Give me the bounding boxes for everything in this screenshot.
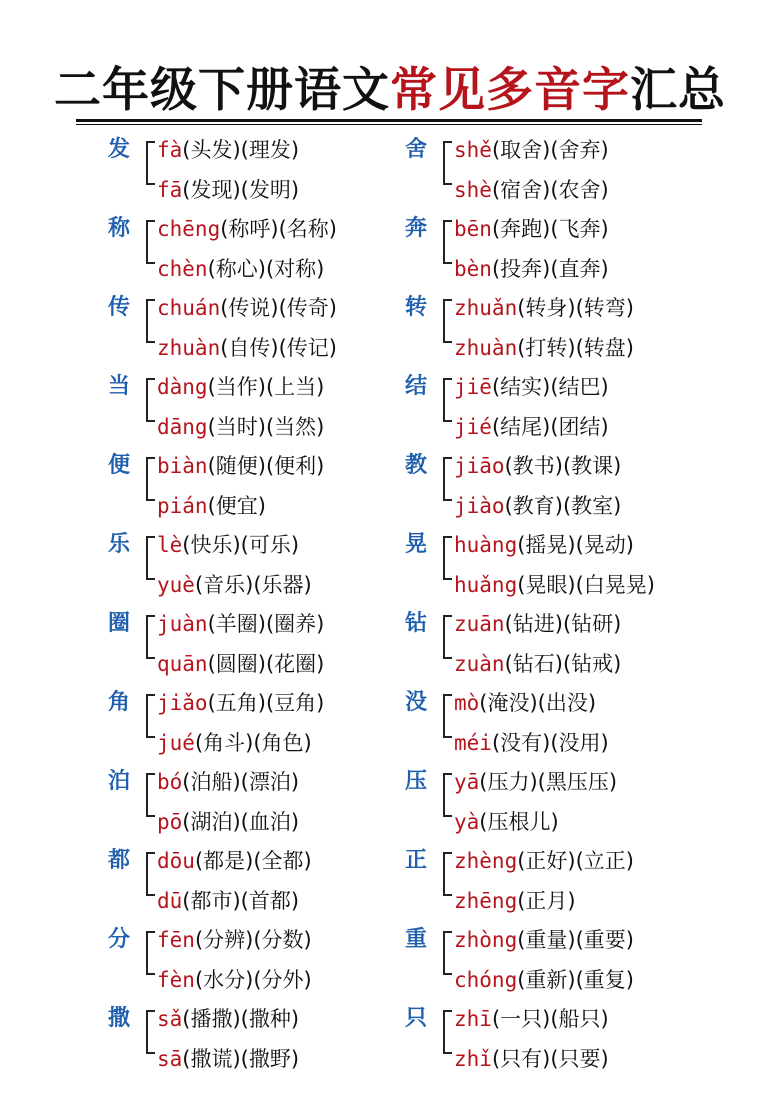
pinyin: chèn — [157, 257, 208, 281]
title-underline-thin — [76, 124, 702, 125]
polyphone-character: 便 — [108, 453, 131, 478]
pinyin: jiāo — [454, 454, 505, 478]
pinyin: mò — [454, 691, 480, 715]
polyphone-entry — [405, 762, 745, 841]
example-words: (快乐)(可乐) — [182, 533, 300, 557]
bracket-glyph — [443, 694, 452, 738]
reading-line — [454, 604, 621, 644]
example-words: (淹没)(出没) — [479, 691, 597, 715]
reading-line — [157, 604, 324, 644]
polyphone-character: 舍 — [405, 137, 428, 162]
example-words: (结实)(结巴) — [491, 375, 609, 399]
example-words: (钻石)(钻戒) — [504, 652, 622, 676]
left-column — [108, 130, 448, 1078]
pinyin: zhī — [454, 1007, 492, 1031]
pinyin: jiē — [454, 375, 492, 399]
polyphone-character: 当 — [108, 374, 131, 399]
polyphone-character: 只 — [405, 1006, 428, 1031]
reading-line — [454, 644, 621, 684]
bracket-glyph — [146, 852, 155, 896]
pinyin: sā — [157, 1047, 183, 1071]
polyphone-entry — [405, 209, 745, 288]
pinyin: zuān — [454, 612, 505, 636]
example-words: (传说)(传奇) — [220, 296, 337, 320]
pinyin: chēng — [157, 217, 221, 241]
reading-line — [157, 723, 312, 763]
reading-line — [454, 565, 655, 605]
pinyin: yuè — [157, 573, 195, 597]
example-words: (都是)(全都) — [194, 849, 312, 873]
reading-line — [454, 920, 634, 960]
pinyin: dōu — [157, 849, 195, 873]
polyphone-character: 结 — [405, 374, 428, 399]
polyphone-entry — [405, 525, 745, 604]
pinyin: sǎ — [157, 1007, 183, 1031]
bracket-glyph — [146, 694, 155, 738]
example-words: (泊船)(漂泊) — [182, 770, 300, 794]
pinyin: shě — [454, 138, 492, 162]
polyphone-entry — [108, 920, 448, 999]
reading-line — [454, 525, 634, 565]
example-words: (摇晃)(晃动) — [517, 533, 634, 557]
pinyin: fēn — [157, 928, 195, 952]
example-words: (发现)(发明) — [182, 178, 300, 202]
example-words: (教书)(教课) — [504, 454, 622, 478]
example-words: (投奔)(直奔) — [491, 257, 609, 281]
polyphone-character: 转 — [405, 295, 428, 320]
reading-line — [157, 683, 324, 723]
polyphone-entry — [108, 446, 448, 525]
reading-line — [157, 762, 299, 802]
title-underline — [76, 119, 702, 122]
pinyin: fā — [157, 178, 183, 202]
polyphone-entry — [405, 683, 745, 762]
bracket-glyph — [443, 773, 452, 817]
polyphone-character: 称 — [108, 216, 131, 241]
polyphone-character: 乐 — [108, 532, 131, 557]
polyphone-entry — [405, 841, 745, 920]
reading-line — [157, 209, 337, 249]
reading-line — [157, 486, 266, 526]
bracket-glyph — [443, 299, 452, 343]
reading-line — [157, 881, 299, 921]
pinyin: zhuǎn — [454, 296, 518, 320]
pinyin: jié — [454, 415, 492, 439]
pinyin: bēn — [454, 217, 492, 241]
reading-line — [157, 960, 312, 1000]
reading-line — [157, 249, 324, 289]
pinyin: pián — [157, 494, 208, 518]
pinyin: zhòng — [454, 928, 518, 952]
reading-line — [454, 762, 617, 802]
reading-line — [157, 446, 324, 486]
bracket-glyph — [146, 1010, 155, 1054]
reading-line — [157, 841, 312, 881]
pinyin: zhuàn — [454, 336, 518, 360]
reading-line — [157, 1039, 299, 1079]
title-part2: 汇总 — [630, 63, 726, 118]
example-words: (称心)(对称) — [207, 257, 325, 281]
pinyin: yà — [454, 810, 480, 834]
pinyin: chuán — [157, 296, 221, 320]
pinyin: bèn — [454, 257, 492, 281]
polyphone-character: 撒 — [108, 1006, 131, 1031]
page-title — [0, 62, 780, 120]
bracket-glyph — [443, 220, 452, 264]
polyphone-entry — [405, 288, 745, 367]
example-words: (钻进)(钻研) — [504, 612, 622, 636]
example-words: (当作)(上当) — [207, 375, 325, 399]
pinyin: dāng — [157, 415, 208, 439]
polyphone-character: 晃 — [405, 532, 428, 557]
reading-line — [454, 209, 609, 249]
bracket-glyph — [146, 536, 155, 580]
polyphone-character: 正 — [405, 848, 428, 873]
pinyin: méi — [454, 731, 492, 755]
example-words: (取舍)(舍弃) — [491, 138, 609, 162]
polyphone-character: 没 — [405, 690, 428, 715]
example-words: (当时)(当然) — [207, 415, 325, 439]
reading-line — [157, 328, 337, 368]
right-column — [405, 130, 745, 1078]
bracket-glyph — [146, 378, 155, 422]
example-words: (随便)(便利) — [207, 454, 325, 478]
reading-line — [454, 249, 609, 289]
example-words: (正月) — [517, 889, 576, 913]
pinyin: pō — [157, 810, 183, 834]
reading-line — [454, 881, 576, 921]
reading-line — [454, 1039, 609, 1079]
reading-line — [157, 130, 299, 170]
example-words: (五角)(豆角) — [207, 691, 325, 715]
reading-line — [157, 367, 324, 407]
bracket-glyph — [443, 141, 452, 185]
pinyin: huàng — [454, 533, 518, 557]
example-words: (重新)(重复) — [517, 968, 634, 992]
title-part1: 二年级下册语文 — [54, 63, 390, 118]
reading-line — [454, 367, 609, 407]
example-words: (都市)(首都) — [182, 889, 300, 913]
pinyin: zuàn — [454, 652, 505, 676]
polyphone-entry — [108, 367, 448, 446]
example-words: (圆圈)(花圈) — [207, 652, 325, 676]
polyphone-entry — [108, 288, 448, 367]
bracket-glyph — [146, 615, 155, 659]
example-words: (压力)(黑压压) — [479, 770, 618, 794]
reading-line — [157, 288, 337, 328]
reading-line — [157, 170, 299, 210]
polyphone-character: 圈 — [108, 611, 131, 636]
polyphone-entry — [108, 525, 448, 604]
example-words: (便宜) — [207, 494, 266, 518]
pinyin: fèn — [157, 968, 195, 992]
reading-line — [454, 723, 609, 763]
example-words: (奔跑)(飞奔) — [491, 217, 609, 241]
pinyin: jiào — [454, 494, 505, 518]
example-words: (教育)(教室) — [504, 494, 622, 518]
polyphone-character: 压 — [405, 769, 428, 794]
reading-line — [454, 407, 609, 447]
polyphone-entry — [108, 604, 448, 683]
title-highlight: 常见多音字 — [390, 63, 630, 118]
reading-line — [454, 960, 634, 1000]
reading-line — [454, 683, 596, 723]
example-words: (播撒)(撒种) — [182, 1007, 300, 1031]
reading-line — [157, 525, 299, 565]
bracket-glyph — [443, 615, 452, 659]
example-words: (角斗)(角色) — [194, 731, 312, 755]
example-words: (头发)(理发) — [182, 138, 300, 162]
polyphone-entry — [108, 762, 448, 841]
polyphone-entry — [405, 367, 745, 446]
polyphone-character: 重 — [405, 927, 428, 952]
pinyin: zhèng — [454, 849, 518, 873]
pinyin: quān — [157, 652, 208, 676]
bracket-glyph — [443, 931, 452, 975]
polyphone-entry — [405, 999, 745, 1078]
reading-line — [454, 170, 609, 210]
polyphone-character: 分 — [108, 927, 131, 952]
bracket-glyph — [146, 299, 155, 343]
example-words: (分辨)(分数) — [194, 928, 312, 952]
polyphone-entry — [405, 130, 745, 209]
reading-line — [157, 999, 299, 1039]
polyphone-entry — [405, 446, 745, 525]
pinyin: zhēng — [454, 889, 518, 913]
polyphone-character: 泊 — [108, 769, 131, 794]
reading-line — [157, 407, 324, 447]
reading-line — [157, 920, 312, 960]
pinyin: huǎng — [454, 573, 518, 597]
polyphone-character: 奔 — [405, 216, 428, 241]
pinyin: yā — [454, 770, 480, 794]
example-words: (晃眼)(白晃晃) — [517, 573, 655, 597]
example-words: (自传)(传记) — [220, 336, 337, 360]
polyphone-character: 发 — [108, 137, 131, 162]
reading-line — [157, 802, 299, 842]
pinyin: juàn — [157, 612, 208, 636]
example-words: (一只)(船只) — [491, 1007, 609, 1031]
reading-line — [454, 802, 559, 842]
example-words: (音乐)(乐器) — [194, 573, 312, 597]
reading-line — [454, 486, 621, 526]
polyphone-entry — [108, 999, 448, 1078]
pinyin: jiǎo — [157, 691, 208, 715]
polyphone-character: 传 — [108, 295, 131, 320]
bracket-glyph — [146, 457, 155, 501]
bracket-glyph — [443, 852, 452, 896]
pinyin: lè — [157, 533, 183, 557]
polyphone-entry — [108, 841, 448, 920]
example-words: (打转)(转盘) — [517, 336, 634, 360]
example-words: (结尾)(团结) — [491, 415, 609, 439]
polyphone-character: 都 — [108, 848, 131, 873]
polyphone-entry — [405, 920, 745, 999]
polyphone-entry — [108, 683, 448, 762]
polyphone-character: 教 — [405, 453, 428, 478]
bracket-glyph — [443, 457, 452, 501]
pinyin: zhuàn — [157, 336, 221, 360]
pinyin: chóng — [454, 968, 518, 992]
bracket-glyph — [443, 1010, 452, 1054]
example-words: (正好)(立正) — [517, 849, 634, 873]
reading-line — [454, 130, 609, 170]
polyphone-character: 钻 — [405, 611, 428, 636]
example-words: (只有)(只要) — [491, 1047, 609, 1071]
pinyin: jué — [157, 731, 195, 755]
bracket-glyph — [146, 141, 155, 185]
bracket-glyph — [146, 220, 155, 264]
example-words: (转身)(转弯) — [517, 296, 634, 320]
bracket-glyph — [443, 536, 452, 580]
reading-line — [157, 565, 312, 605]
bracket-glyph — [443, 378, 452, 422]
example-words: (压根儿) — [479, 810, 559, 834]
polyphone-entry — [108, 209, 448, 288]
reading-line — [454, 328, 634, 368]
pinyin: biàn — [157, 454, 208, 478]
example-words: (羊圈)(圈养) — [207, 612, 325, 636]
pinyin: shè — [454, 178, 492, 202]
reading-line — [454, 999, 609, 1039]
bracket-glyph — [146, 773, 155, 817]
example-words: (水分)(分外) — [194, 968, 312, 992]
reading-line — [454, 841, 634, 881]
pinyin: bó — [157, 770, 183, 794]
example-words: (没有)(没用) — [491, 731, 609, 755]
example-words: (称呼)(名称) — [220, 217, 337, 241]
example-words: (重量)(重要) — [517, 928, 634, 952]
reading-line — [454, 446, 621, 486]
example-words: (撒谎)(撒野) — [182, 1047, 300, 1071]
pinyin: dàng — [157, 375, 208, 399]
example-words: (宿舍)(农舍) — [491, 178, 609, 202]
reading-line — [157, 644, 324, 684]
pinyin: fà — [157, 138, 183, 162]
reading-line — [454, 288, 634, 328]
pinyin: zhǐ — [454, 1047, 492, 1071]
bracket-glyph — [146, 931, 155, 975]
polyphone-entry — [405, 604, 745, 683]
example-words: (湖泊)(血泊) — [182, 810, 300, 834]
polyphone-character: 角 — [108, 690, 131, 715]
pinyin: dū — [157, 889, 183, 913]
polyphone-entry — [108, 130, 448, 209]
